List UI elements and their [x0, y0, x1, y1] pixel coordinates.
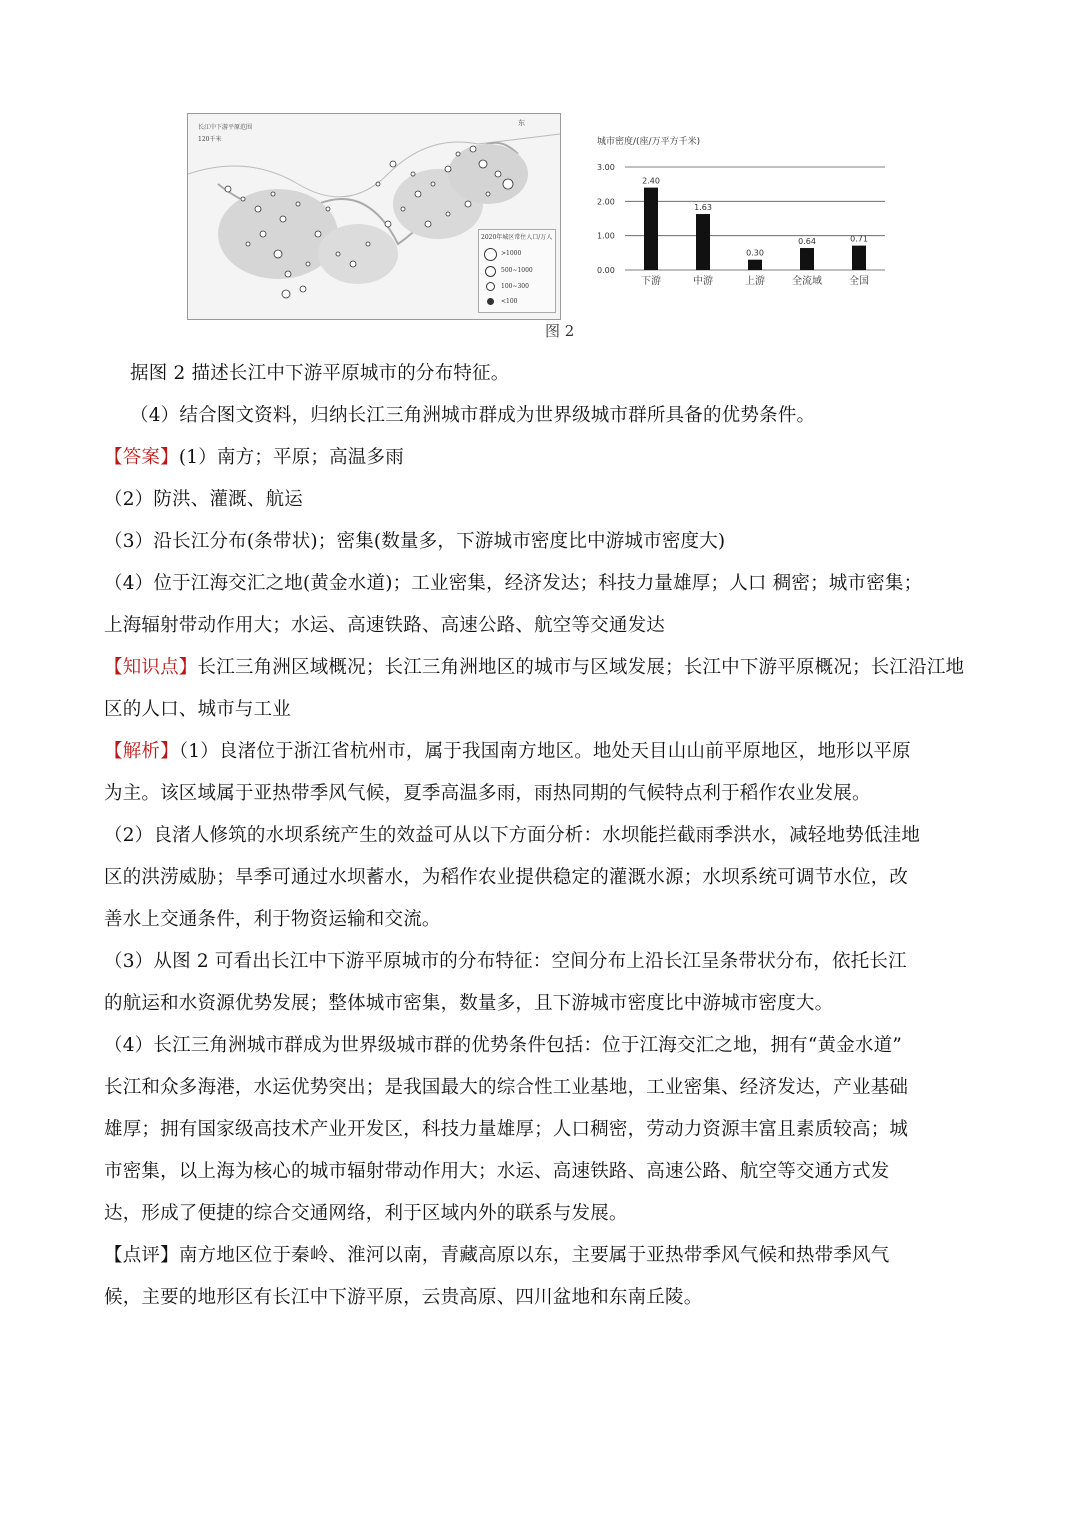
answer-line-1 — [104, 446, 979, 488]
analysis-3b: 的航运和水资源优势发展；整体城市密集，数量多，且下游城市密度比中游城市密度大。 — [104, 993, 834, 1014]
answer-4a: （4）位于江海交汇之地(黄金水道)；工业密集，经济发达；科技力量雄厚；人口 稠密；城市密集； — [104, 573, 923, 594]
comment-b: 候，主要的地形区有长江中下游平原，云贵高原、四川盆地和东南丘陵。 — [104, 1287, 703, 1308]
bar-value-label: 0.71 — [850, 234, 868, 244]
legend-circle-large — [484, 248, 497, 261]
y-tick-label: 0.00 — [597, 266, 615, 275]
chart-title: 城市密度/(座/万平方千米) — [597, 137, 701, 147]
legend-item: <100 — [501, 298, 518, 305]
map-city-dot — [260, 231, 266, 237]
map-city-dot — [326, 207, 330, 211]
map-north-label: 东 — [518, 119, 525, 127]
analysis-2a: （2）良渚人修筑的水坝系统产生的效益可从以下方面分析：水坝能拦截雨季洪水，减轻地势低洼地 — [104, 825, 921, 846]
y-tick-label: 1.00 — [597, 231, 615, 241]
map-city-dot — [306, 262, 310, 266]
analysis-2b: 区的洪涝威胁；旱季可通过水坝蓄水，为稻作农业提供稳定的灌溉水源；水坝系统可调节水位，改 — [104, 867, 909, 888]
map-city-dot — [241, 197, 245, 201]
analysis-4c: 雄厚；拥有国家级高技术产业开发区，科技力量雄厚；人口稠密，劳动力资源丰富且素质较高；城 — [104, 1119, 909, 1140]
analysis-4d: 市密集，以上海为核心的城市辐射带动作用大；水运、高速铁路、高速公路、航空等交通方式发 — [104, 1161, 890, 1182]
x-category-label: 上游 — [745, 276, 765, 287]
figure-2 — [185, 105, 905, 345]
knowledge-point-line — [104, 656, 979, 698]
bar — [852, 246, 866, 270]
map-city-dot — [415, 191, 421, 197]
analysis-tag: 【解析】 — [104, 741, 179, 762]
map-city-dot — [411, 172, 415, 176]
map-city-dot — [285, 271, 291, 277]
bar — [748, 260, 762, 270]
map-city-dot — [390, 161, 396, 167]
map-city-dot — [470, 146, 476, 152]
answer-2: （2）防洪、灌溉、航运 — [104, 489, 303, 510]
map-city-dot — [445, 166, 451, 172]
map-city-dot — [366, 242, 370, 246]
map-legend-title: 长江中下游平原范围 — [198, 124, 253, 131]
bar-value-label: 0.30 — [746, 248, 764, 258]
map-city-dot — [255, 206, 261, 212]
map-city-dot — [446, 212, 450, 216]
answer-1: (1）南方；平原；高温多雨 — [178, 447, 404, 468]
legend-circle-small — [486, 282, 495, 291]
map-city-dot — [246, 242, 250, 246]
bar-value-label: 1.63 — [694, 203, 712, 213]
city-density-chart — [595, 130, 895, 315]
map-city-dot — [280, 216, 286, 222]
answer-tag: 【答案】 — [104, 447, 179, 468]
analysis-2c: 善水上交通条件，利于物资运输和交流。 — [104, 909, 441, 930]
legend-item: 500~1000 — [501, 267, 533, 274]
map-city-dot — [385, 221, 391, 227]
map-city-dot — [456, 152, 460, 156]
chart-svg — [595, 130, 895, 315]
analysis-4e: 达，形成了便捷的综合交通网络，利于区域内外的联系与发展。 — [104, 1203, 628, 1224]
bar-value-label: 0.64 — [798, 237, 816, 247]
knowledge-point-a: 长江三角洲区域概况；长江三角洲地区的城市与区域发展；长江中下游平原概况；长江沿江地 — [197, 657, 965, 678]
map-legend-topleft — [198, 122, 253, 143]
map-city-dot — [225, 186, 231, 192]
legend-item: 100~300 — [501, 283, 529, 290]
map-city-dot — [495, 171, 501, 177]
analysis-1a: （1）良渚位于浙江省杭州市，属于我国南方地区。地处天目山山前平原地区，地形以平原 — [178, 741, 911, 762]
map-city-dot — [282, 290, 290, 298]
answer-4b: 上海辐射带动作用大；水运、高速铁路、高速公路、航空等交通发达 — [104, 615, 666, 636]
x-category-label: 全流域 — [792, 276, 822, 287]
x-category-label: 全国 — [849, 276, 869, 287]
knowledge-point-tag: 【知识点】 — [104, 657, 198, 678]
analysis-4b: 长江和众多海港，水运优势突出；是我国最大的综合性工业基地，工业密集、经济发达，产业基础 — [104, 1077, 909, 1098]
map-city-dot — [274, 250, 282, 258]
legend-item: >1000 — [501, 250, 522, 257]
map-city-dot — [271, 192, 275, 196]
population-legend-title: 2020年城区常住人口/万人 — [481, 234, 553, 241]
question-4-text: （4）结合图文资料，归纳长江三角洲城市群成为世界级城市群所具备的优势条件。 — [130, 405, 816, 426]
x-category-label: 中游 — [693, 276, 713, 287]
map-city-dot — [376, 182, 380, 186]
x-category-label: 下游 — [641, 276, 661, 287]
bar-value-label: 2.40 — [642, 176, 660, 186]
map-city-dot — [503, 179, 513, 189]
map-city-dot — [431, 182, 435, 186]
map-city-dot — [465, 201, 471, 207]
bar — [696, 214, 710, 270]
map-city-dot — [296, 202, 300, 206]
bar — [800, 248, 814, 270]
question-3-text: 据图 2 描述长江中下游平原城市的分布特征。 — [130, 363, 510, 384]
figure-caption: 图 2 — [545, 322, 575, 340]
map-city-dot — [315, 231, 321, 237]
map-city-dot — [401, 207, 405, 211]
bar — [644, 188, 658, 270]
analysis-4a: （4）长江三角洲城市群成为世界级城市群的优势条件包括：位于江海交汇之地，拥有“黄金水道” — [104, 1035, 902, 1056]
document-body — [104, 362, 979, 1328]
legend-circle-tiny — [487, 298, 494, 305]
comment-line-1 — [104, 1244, 979, 1286]
map-city-dot — [336, 252, 340, 256]
population-legend — [478, 229, 556, 313]
legend-circle-medium — [485, 266, 496, 277]
y-tick-label: 3.00 — [597, 163, 615, 172]
map-city-dot — [300, 286, 306, 292]
analysis-1b: 为主。该区域属于亚热带季风气候，夏季高温多雨，雨热同期的气候特点利于稻作农业发展。 — [104, 783, 871, 804]
comment-tag: 【点评】 — [104, 1245, 179, 1266]
analysis-3a: （3）从图 2 可看出长江中下游平原城市的分布特征：空间分布上沿长江呈条带状分布，依托长江 — [104, 951, 907, 972]
yangtze-city-map — [187, 113, 561, 320]
map-city-dot — [425, 221, 431, 227]
y-tick-label: 2.00 — [597, 197, 615, 207]
map-city-dot — [350, 261, 356, 267]
analysis-line-1 — [104, 740, 979, 782]
map-scale: 120千米 — [198, 136, 222, 143]
comment-a: 南方地区位于秦岭、淮河以南，青藏高原以东，主要属于亚热带季风气候和热带季风气 — [178, 1245, 890, 1266]
map-city-dot — [486, 192, 490, 196]
knowledge-point-b: 区的人口、城市与工业 — [104, 699, 292, 720]
map-city-dot — [479, 160, 487, 168]
answer-3: （3）沿长江分布(条带状)；密集(数量多，下游城市密度比中游城市密度大) — [104, 531, 726, 552]
